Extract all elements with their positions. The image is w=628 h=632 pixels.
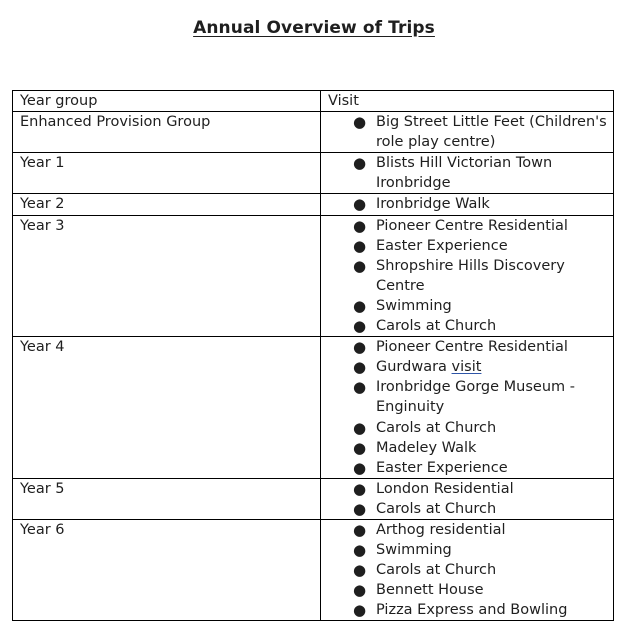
bullet-icon: ● — [353, 499, 367, 518]
list-item — [328, 153, 609, 193]
year-group-cell: Year 4 — [13, 337, 321, 479]
list-item — [328, 479, 609, 499]
visit-cell — [321, 519, 614, 620]
list-item — [328, 600, 609, 620]
visit-text: Bennett House — [376, 582, 484, 599]
bullet-icon: ● — [353, 418, 367, 437]
list-item — [328, 580, 609, 600]
bullet-icon: ● — [353, 541, 367, 560]
bullet-icon: ● — [353, 236, 367, 255]
year-group-cell: Year 2 — [13, 194, 321, 215]
visit-text: Gurdwara — [376, 359, 447, 376]
visit-text: Swimming — [376, 297, 452, 314]
year-group-cell: Year 5 — [13, 478, 321, 519]
visit-text: Pioneer Centre Residential — [376, 217, 568, 234]
bullet-icon: ● — [353, 154, 367, 173]
year-group-cell: Year 6 — [13, 519, 321, 620]
list-item — [328, 560, 609, 580]
table-row — [13, 112, 614, 153]
visit-text: Big Street Little Feet (Children's role play centre) — [376, 114, 607, 151]
visit-list — [328, 112, 609, 152]
bullet-icon: ● — [353, 195, 367, 214]
bullet-icon: ● — [353, 601, 367, 620]
list-item — [328, 458, 609, 478]
visit-text: Carols at Church — [376, 500, 497, 517]
table-header-row — [13, 91, 614, 112]
bullet-icon: ● — [353, 113, 367, 132]
year-group-cell: Year 3 — [13, 215, 321, 337]
visit-text: Arthog residential — [376, 521, 506, 538]
visit-text: Easter Experience — [376, 459, 508, 476]
visit-cell — [321, 153, 614, 194]
list-item — [328, 216, 609, 236]
table-row — [13, 519, 614, 620]
bullet-icon: ● — [353, 256, 367, 275]
visit-text: Easter Experience — [376, 237, 508, 254]
list-item — [328, 520, 609, 540]
visit-cell — [321, 194, 614, 215]
table-row — [13, 153, 614, 194]
table-row — [13, 194, 614, 215]
list-item — [328, 418, 609, 438]
bullet-icon: ● — [353, 378, 367, 397]
bullet-icon: ● — [353, 317, 367, 336]
bullet-icon: ● — [353, 520, 367, 539]
year-group-cell: Enhanced Provision Group — [13, 112, 321, 153]
list-item — [328, 316, 609, 336]
visit-text: Pizza Express and Bowling — [376, 602, 568, 619]
visit-text: Swimming — [376, 542, 452, 559]
visit-cell — [321, 215, 614, 337]
list-item — [328, 377, 609, 417]
table-row — [13, 478, 614, 519]
list-item — [328, 357, 609, 377]
list-item — [328, 499, 609, 519]
bullet-icon: ● — [353, 358, 367, 377]
visit-link[interactable]: visit — [451, 359, 482, 376]
visit-text: Pioneer Centre Residential — [376, 339, 568, 356]
bullet-icon: ● — [353, 479, 367, 498]
list-item — [328, 256, 609, 296]
visit-text: Ironbridge Gorge Museum - Enginuity — [376, 379, 575, 416]
page-title: Annual Overview of Trips — [193, 18, 435, 38]
visit-list — [328, 520, 609, 620]
list-item — [328, 194, 609, 214]
visit-text: Carols at Church — [376, 419, 497, 436]
trips-table — [12, 90, 614, 621]
visit-list — [328, 479, 609, 519]
visit-list — [328, 194, 609, 214]
header-year-group: Year group — [13, 91, 321, 112]
visit-list — [328, 216, 609, 337]
table-row — [13, 215, 614, 337]
list-item — [328, 296, 609, 316]
list-item — [328, 236, 609, 256]
year-group-cell: Year 1 — [13, 153, 321, 194]
visit-text: Blists Hill Victorian Town Ironbridge — [376, 155, 553, 192]
visit-text: London Residential — [376, 480, 514, 497]
list-item — [328, 438, 609, 458]
visit-cell — [321, 112, 614, 153]
visit-text: Carols at Church — [376, 318, 497, 335]
visit-text: Ironbridge Walk — [376, 196, 490, 213]
visit-list — [328, 337, 609, 478]
visit-text: Carols at Church — [376, 562, 497, 579]
bullet-icon: ● — [353, 581, 367, 600]
table-row — [13, 337, 614, 479]
visit-text: Madeley Walk — [376, 439, 477, 456]
visit-text: Shropshire Hills Discovery Centre — [376, 257, 565, 294]
list-item — [328, 337, 609, 357]
list-item — [328, 540, 609, 560]
bullet-icon: ● — [353, 438, 367, 457]
bullet-icon: ● — [353, 458, 367, 477]
bullet-icon: ● — [353, 561, 367, 580]
visit-cell — [321, 478, 614, 519]
list-item — [328, 112, 609, 152]
bullet-icon: ● — [353, 296, 367, 315]
header-visit: Visit — [321, 91, 614, 112]
visit-cell — [321, 337, 614, 479]
bullet-icon: ● — [353, 216, 367, 235]
visit-list — [328, 153, 609, 193]
bullet-icon: ● — [353, 338, 367, 357]
